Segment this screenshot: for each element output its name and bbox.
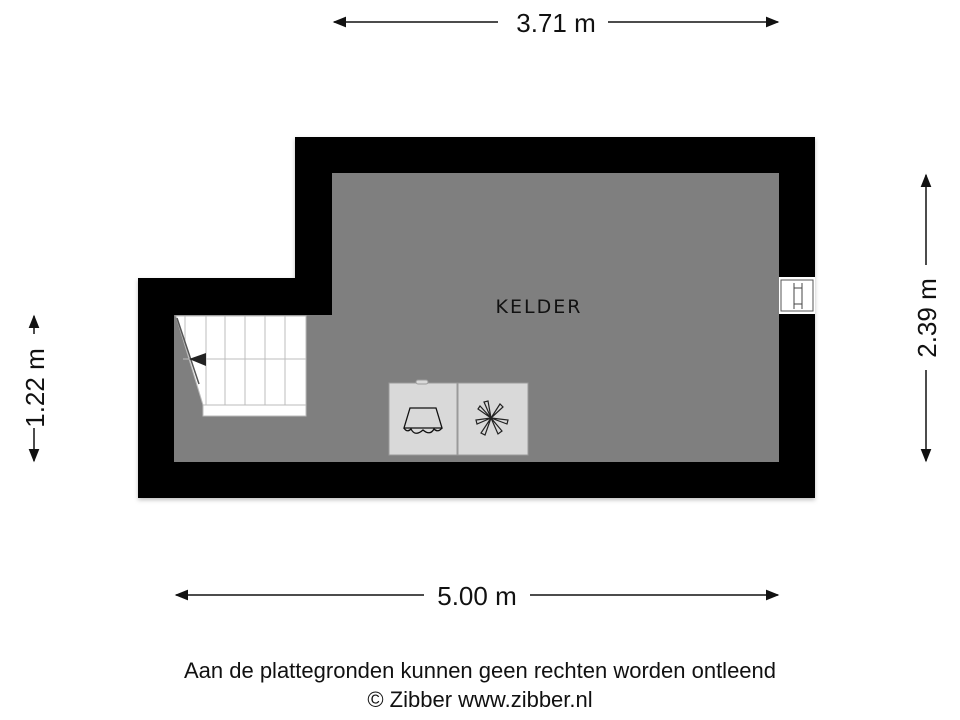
dimension-left	[20, 316, 50, 461]
copyright-text: © Zibber www.zibber.nl	[367, 687, 593, 712]
dimension-right-label: 2.39 m	[912, 278, 942, 358]
washing-machine	[389, 380, 457, 455]
dryer	[458, 383, 528, 455]
room-label: KELDER	[495, 296, 583, 318]
dimension-left-label: 1.22 m	[20, 348, 50, 428]
window	[779, 277, 815, 314]
footer	[0, 656, 960, 714]
dimension-bottom-label: 5.00 m	[437, 581, 517, 611]
dimension-top-label: 3.71 m	[516, 8, 596, 38]
dimension-top	[334, 8, 778, 38]
dimension-right	[912, 175, 942, 461]
dimension-bottom	[176, 581, 778, 611]
disclaimer-text: Aan de plattegronden kunnen geen rechten worden ontleend	[183, 658, 777, 683]
